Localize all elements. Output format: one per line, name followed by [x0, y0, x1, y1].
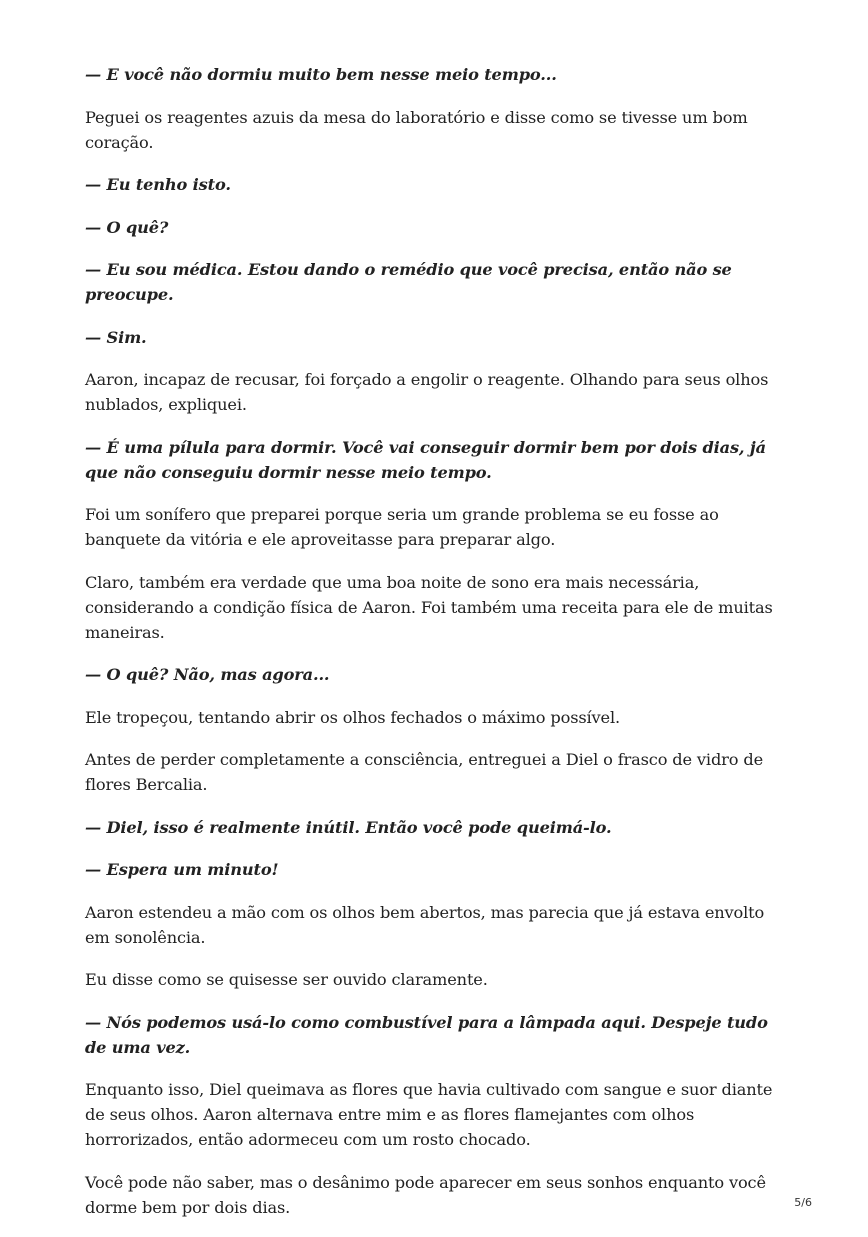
page-number: 5/6	[794, 1196, 812, 1209]
dialogue-line: — Eu sou médica. Estou dando o remédio que você precisa, então não se preocupe.	[85, 260, 732, 304]
dialogue-line: — Eu tenho isto.	[85, 175, 231, 194]
narration-paragraph: Foi um sonífero que preparei porque seria um grande problema se eu fosse ao banquete da vitória e ele aproveitasse para preparar algo.	[85, 505, 719, 549]
dialogue-line: — O quê?	[85, 217, 169, 237]
narration-paragraph: Claro, também era verdade que uma boa noite de sono era mais necessária, considerando a condição física de Aaron. Foi também uma receita para ele de muitas maneiras.	[85, 572, 773, 642]
dialogue-line: — O quê? Não, mas agora...	[85, 665, 330, 684]
dialogue-line: — É uma pílula para dormir. Você vai conseguir dormir bem por dois dias, já que não conseguiu dormir nesse meio tempo.	[85, 437, 766, 482]
dialogue-line: — Sim.	[85, 327, 147, 347]
narration-paragraph: Enquanto isso, Diel queimava as flores que havia cultivado com sangue e suor diante de seus olhos. Aaron alternava entre mim e as flores flamejantes com olhos horrorizados, então adormeceu com um rosto chocado.	[85, 1080, 773, 1149]
narration-paragraph: Ele tropeçou, tentando abrir os olhos fechados o máximo possível.	[85, 707, 620, 727]
document-body	[85, 62, 787, 1237]
dialogue-line: — Diel, isso é realmente inútil. Então você pode queimá-lo.	[85, 817, 612, 837]
narration-paragraph: Antes de perder completamente a consciência, entreguei a Diel o frasco de vidro de flores Bercalia.	[85, 750, 763, 794]
narration-paragraph: Aaron, incapaz de recusar, foi forçado a engolir o reagente. Olhando para seus olhos nublados, expliquei.	[85, 370, 769, 414]
narration-paragraph: Eu disse como se quisesse ser ouvido claramente.	[85, 970, 488, 989]
narration-paragraph: Aaron estendeu a mão com os olhos bem abertos, mas parecia que já estava envolto em sonolência.	[85, 902, 765, 947]
dialogue-line: — E você não dormiu muito bem nesse meio tempo...	[85, 65, 557, 84]
narration-paragraph: Você pode não saber, mas o desânimo pode aparecer em seus sonhos enquanto você dorme bem por dois dias.	[85, 1172, 766, 1217]
dialogue-line: — Nós podemos usá-lo como combustível para a lâmpada aqui. Despeje tudo de uma vez.	[85, 1012, 768, 1057]
narration-paragraph: Peguei os reagentes azuis da mesa do laboratório e disse como se tivesse um bom coração.	[85, 107, 748, 152]
dialogue-line: — Espera um minuto!	[85, 860, 279, 879]
